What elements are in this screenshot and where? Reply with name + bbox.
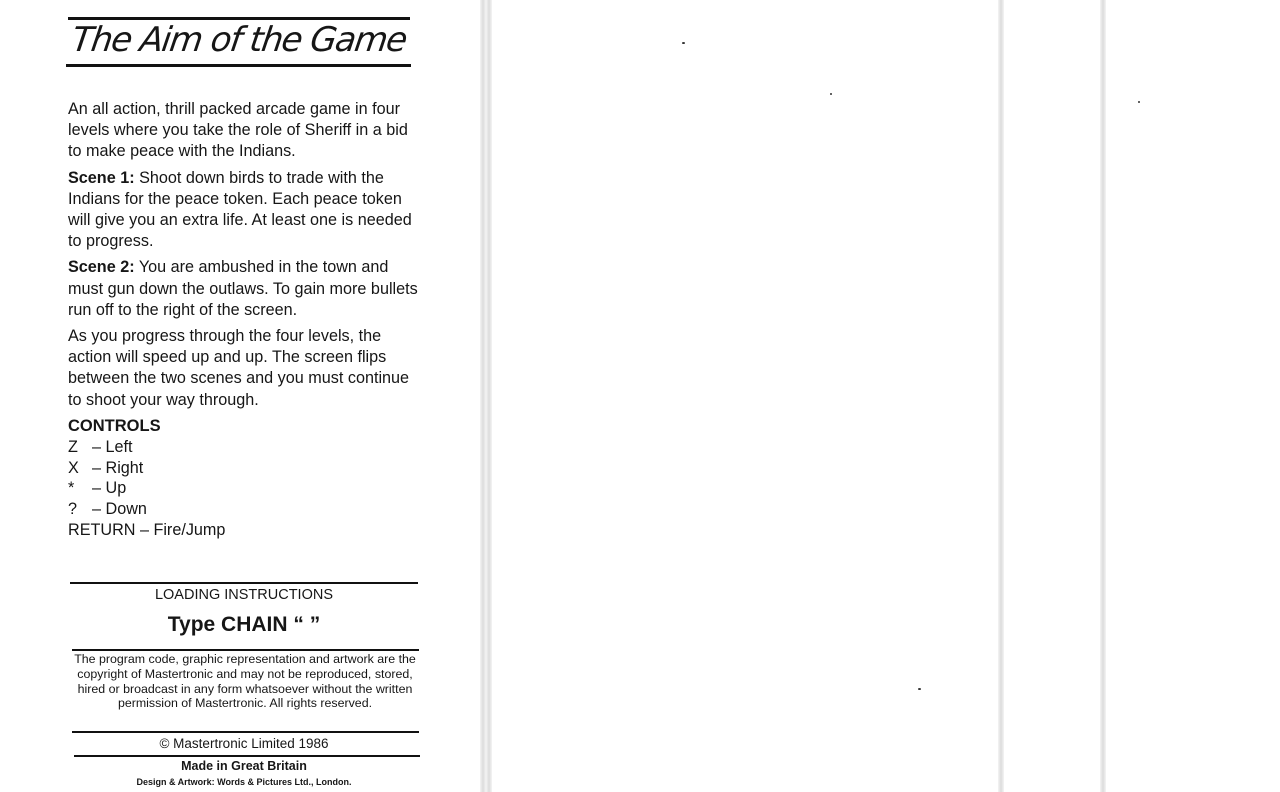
intro-paragraph: An all action, thrill packed arcade game in four levels where you take the role of Sheriff in a bid to make peace with the Indians. xyxy=(68,100,408,161)
made-in-rule xyxy=(74,755,420,757)
control-key: Z xyxy=(68,437,78,456)
control-row xyxy=(68,458,418,479)
scene2-label: Scene 2: xyxy=(68,258,135,277)
loading-command: Type CHAIN “ ” xyxy=(167,613,321,636)
copyright-notice: The program code, graphic representation and artwork are the copyright of Mastertronic and may not be reproduced, stored, hired or broadcast in any form whatsoever without the written permission of Mastertronic. All rights reserved. xyxy=(74,652,416,711)
copyright-bottom-rule xyxy=(72,731,419,733)
copyright-line: © Mastertronic Limited 1986 xyxy=(159,736,329,751)
control-action: – Right xyxy=(92,458,144,477)
loading-heading: LOADING INSTRUCTIONS xyxy=(154,587,334,603)
credits-label: Design & Artwork: Words & Pictures Ltd., London. xyxy=(136,777,352,787)
blank-panel xyxy=(492,0,1000,792)
blank-panel xyxy=(1004,0,1102,792)
scene2-paragraph xyxy=(68,257,418,321)
title-bottom-rule xyxy=(66,64,411,67)
control-row xyxy=(68,437,418,458)
scene1-paragraph xyxy=(68,168,418,253)
control-action: – Down xyxy=(92,500,147,519)
made-in-label: Made in Great Britain xyxy=(181,759,307,773)
speck xyxy=(830,93,832,95)
control-action: – Up xyxy=(92,479,127,498)
control-action: – Left xyxy=(92,437,133,456)
loading-top-rule xyxy=(70,582,418,584)
scene1-label: Scene 1: xyxy=(68,168,135,187)
speck xyxy=(1138,101,1140,103)
control-key: ? xyxy=(68,500,78,519)
control-row xyxy=(68,478,418,499)
scene1-text: Shoot down birds to trade with the Indians for the peace token. Each peace token will give you an extra life. At least one is needed to progress. xyxy=(68,168,412,251)
speck xyxy=(918,688,921,690)
blank-panel xyxy=(1106,0,1280,792)
scene2-text: You are ambushed in the town and must gun down the outlaws. To gain more bullets run off to the right of the screen. xyxy=(68,258,418,319)
control-key: X xyxy=(68,458,79,477)
copyright-top-rule xyxy=(72,649,419,651)
page-title: The Aim of the Game xyxy=(69,20,409,60)
controls-heading: CONTROLS xyxy=(68,416,161,435)
speck xyxy=(682,42,685,44)
instructions-body xyxy=(68,99,418,541)
control-row xyxy=(68,499,418,520)
control-key: * xyxy=(68,479,75,498)
progress-paragraph: As you progress through the four levels, the action will speed up and up. The screen flips between the two scenes and you must continue to shoot your way through. xyxy=(68,327,410,409)
control-return-row: RETURN – Fire/Jump xyxy=(68,521,226,540)
